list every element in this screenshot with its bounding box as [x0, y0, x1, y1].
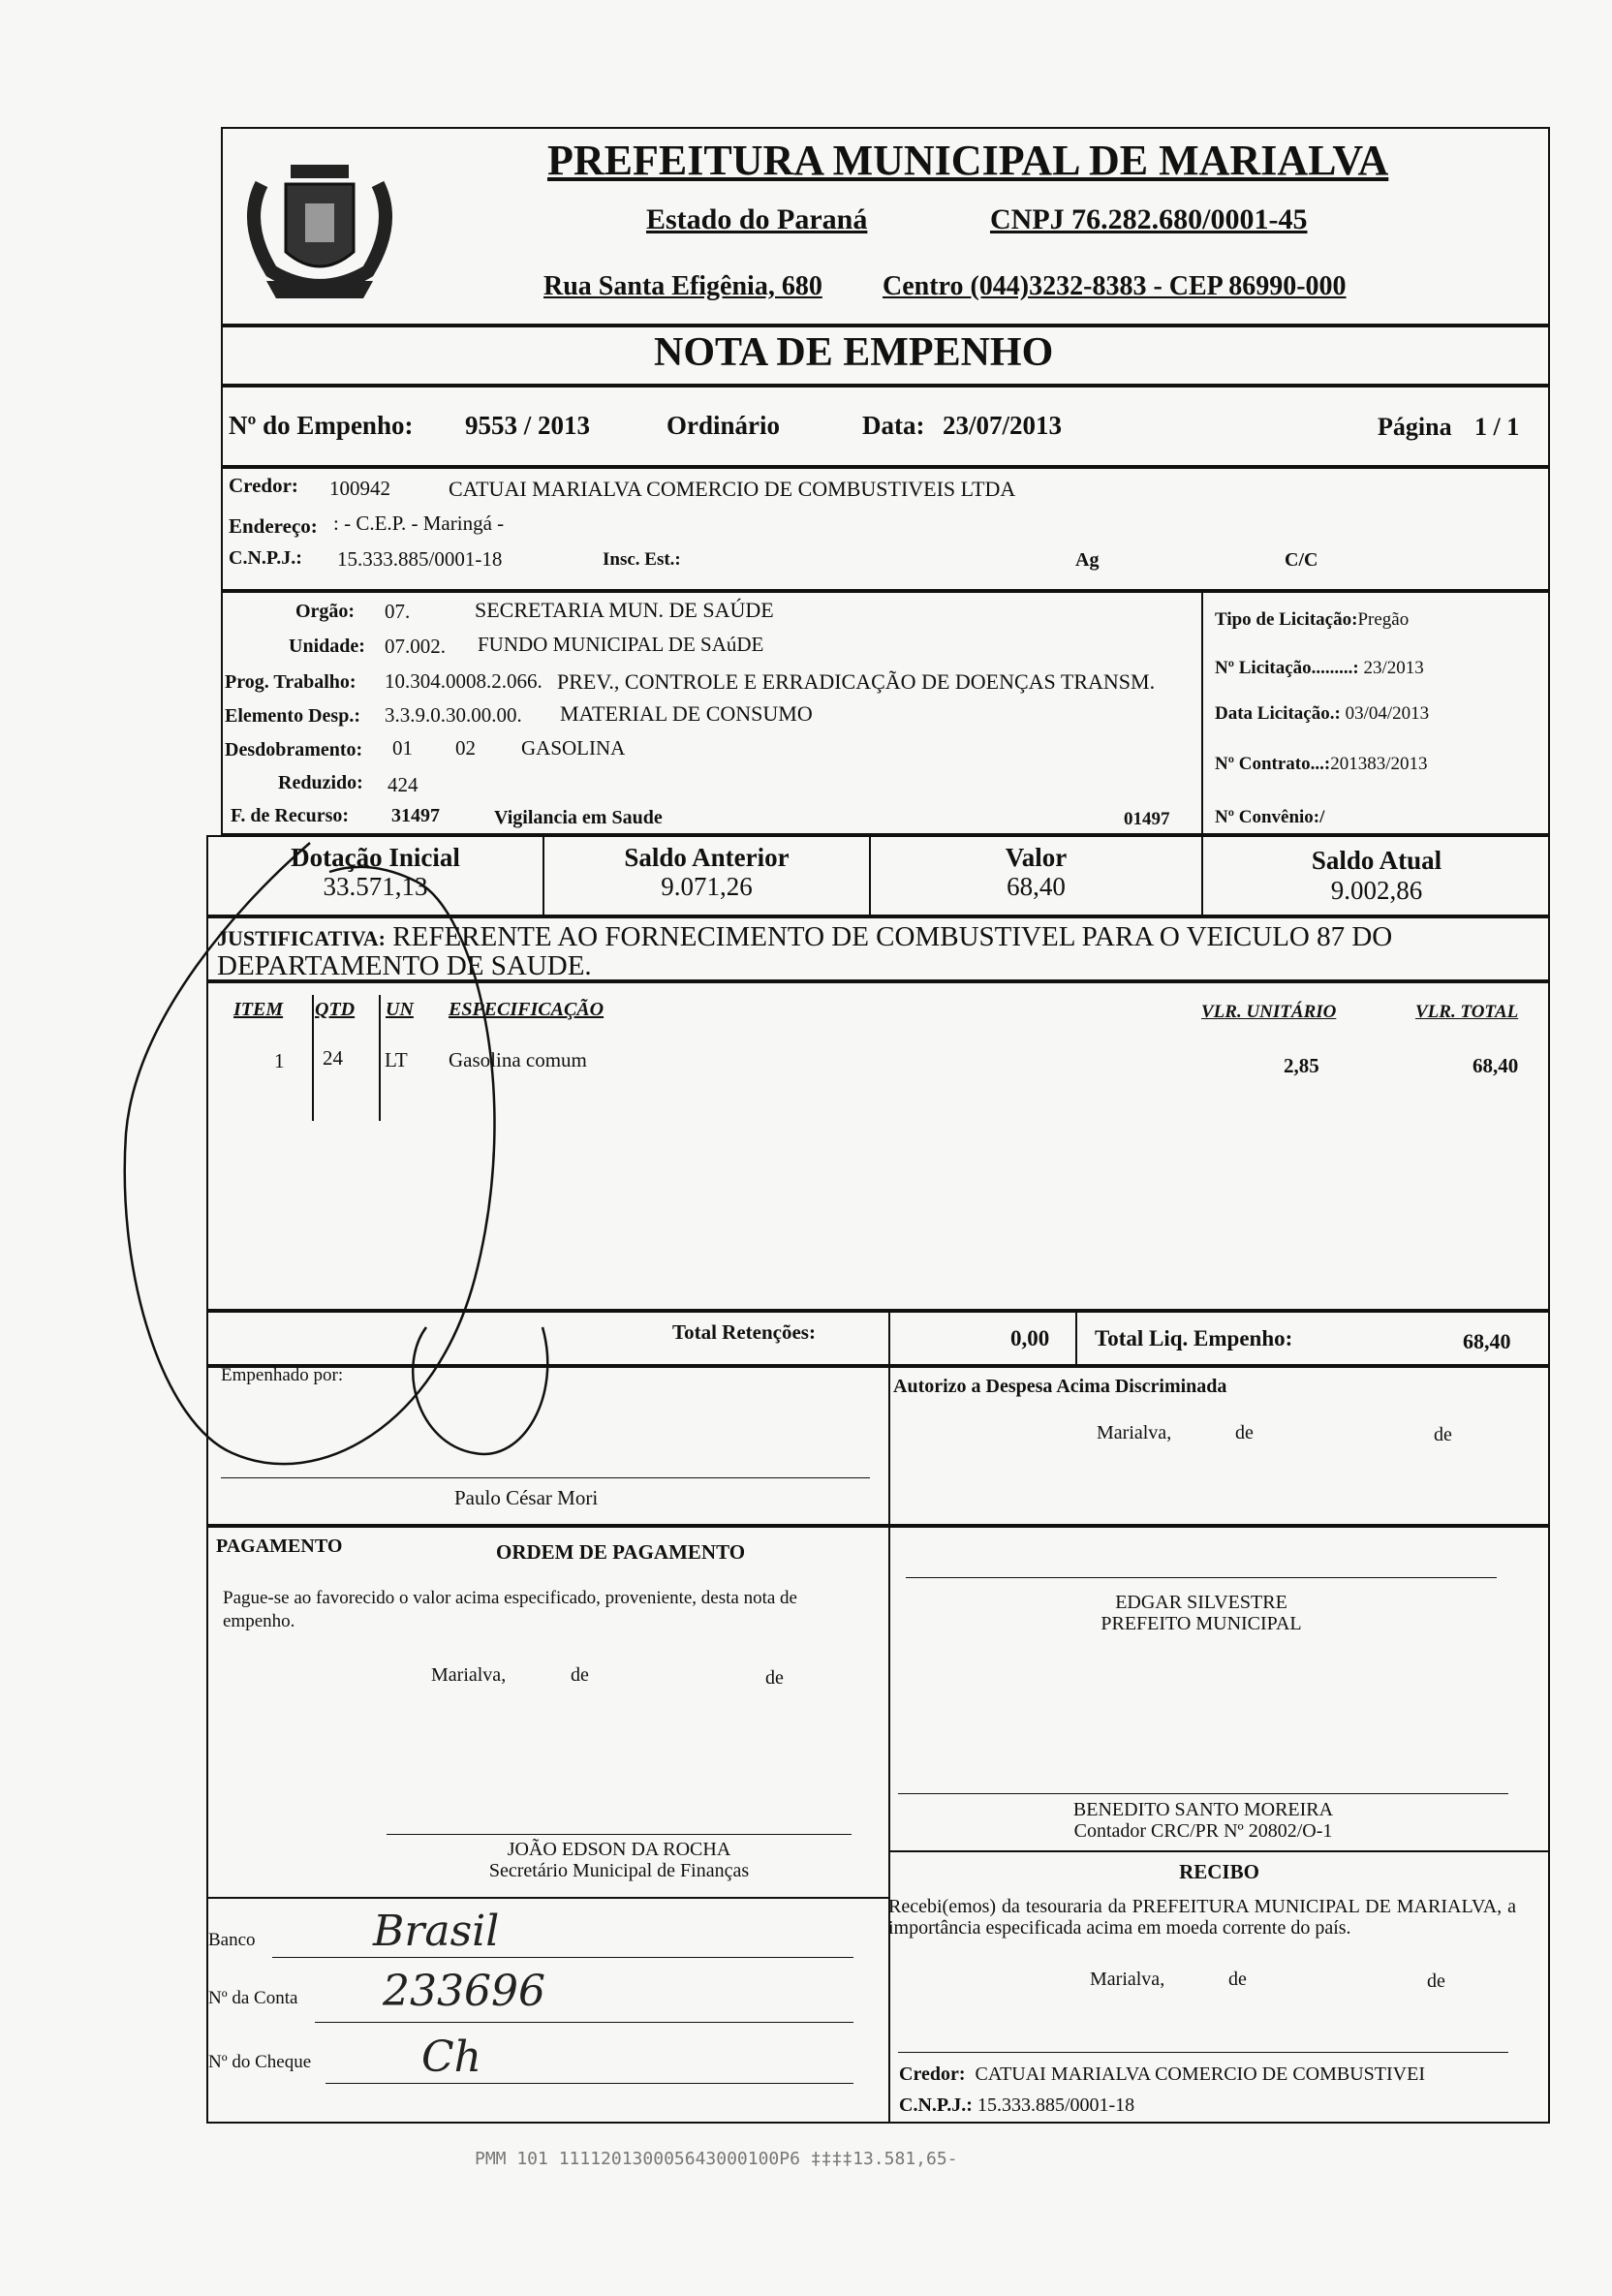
payment-de2: de: [765, 1667, 784, 1689]
bank-top-line: [206, 1897, 888, 1899]
row-vlr-unitario: 2,85: [1284, 1054, 1319, 1077]
secretario-sign-line: [387, 1834, 852, 1835]
empenho-num-label: Nº do Empenho:: [229, 411, 414, 440]
page-label: Página: [1378, 413, 1452, 441]
orgao-label: Orgão:: [295, 601, 356, 622]
saldo-atual-value: 9.002,86: [1330, 876, 1423, 905]
elemento-code: 3.3.9.0.30.00.00.: [385, 703, 522, 727]
conta-handwritten: 233696: [383, 1967, 545, 2016]
recurso-label: F. de Recurso:: [231, 805, 350, 826]
orgao-name: SECRETARIA MUN. DE SAÚDE: [475, 598, 774, 622]
recurso-code: 31497: [391, 805, 440, 826]
saldo-anterior-label: Saldo Anterior: [624, 843, 790, 872]
saldo-atual-label: Saldo Atual: [1311, 846, 1442, 875]
cheque-label: Nº do Cheque: [208, 2052, 312, 2072]
empenho-date-label: Data:: [862, 411, 925, 440]
row-vlr-total: 68,40: [1472, 1054, 1519, 1077]
secretario-name: JOÃO EDSON DA ROCHA: [507, 1839, 731, 1860]
desdobramento-b: 02: [455, 736, 476, 760]
dotacao-value: 33.571,13: [323, 872, 428, 901]
header-address: Rua Santa Efigênia, 680: [543, 271, 822, 301]
recurso-code2: 01497: [1124, 809, 1170, 829]
doc-title: NOTA DE EMPENHO: [654, 330, 1054, 375]
recibo-cnpj: C.N.P.J.: 15.333.885/0001-18: [899, 2094, 1135, 2116]
auth-city: Marialva,: [1097, 1422, 1172, 1443]
row-item: 1: [274, 1049, 285, 1072]
data-licitacao: Data Licitação.: 03/04/2013: [1215, 703, 1430, 724]
budget-divider: [1201, 591, 1203, 835]
totals-div-2: [1075, 1311, 1077, 1366]
empenho-num: 9553 / 2013: [465, 411, 591, 440]
cheque-handwritten: Ch: [421, 2032, 482, 2082]
auth-de1: de: [1235, 1422, 1254, 1443]
row-un: LT: [385, 1048, 408, 1071]
ordem-pagamento-label: ORDEM DE PAGAMENTO: [496, 1540, 746, 1564]
endereco-label: Endereço:: [229, 514, 318, 538]
page-number: 1 / 1: [1474, 413, 1520, 441]
prefeito-title: PREFEITO MUNICIPAL: [1100, 1613, 1302, 1634]
payment-divider: [888, 1526, 890, 2124]
recibo-sign-line: [898, 2052, 1508, 2053]
conta-label: Nº da Conta: [208, 1988, 298, 2008]
total-retencoes-value: 0,00: [1010, 1326, 1050, 1350]
header-state: Estado do Paraná: [646, 203, 868, 235]
col-vlr-unitario: VLR. UNITÁRIO: [1201, 1002, 1337, 1022]
autorizo-text: Autorizo a Despesa Acima Discriminada: [893, 1376, 1227, 1397]
recibo-de1: de: [1228, 1969, 1247, 1990]
prefeito-name: EDGAR SILVESTRE: [1115, 1592, 1287, 1613]
empenhado-name: Paulo César Mori: [454, 1486, 599, 1509]
tipo-licitacao-label: Tipo de Licitação:Pregão: [1215, 609, 1410, 630]
justificativa-line1: JUSTIFICATIVA: REFERENTE AO FORNECIMENTO DE COMBUSTIVEL PARA O VEICULO 87 DO: [217, 921, 1393, 952]
empenho-type: Ordinário: [666, 411, 781, 440]
insc-est-label: Insc. Est.:: [603, 549, 681, 570]
recurso-name: Vigilancia em Saude: [494, 807, 663, 828]
orgao-code: 07.: [385, 600, 411, 623]
valor-value: 68,40: [1007, 872, 1066, 901]
payment-text: Pague-se ao favorecido o valor acima especificado, proveniente, desta nota de empenho.: [223, 1588, 797, 1631]
recibo-top-line: [888, 1850, 1550, 1852]
signature-divider: [888, 1366, 890, 1526]
prog-code: 10.304.0008.2.066.: [385, 669, 542, 693]
elemento-name: MATERIAL DE CONSUMO: [560, 701, 813, 726]
credor-cnpj-label: C.N.P.J.:: [229, 547, 302, 569]
prog-label: Prog. Trabalho:: [225, 671, 356, 693]
dotacao-label: Dotação Inicial: [291, 843, 460, 872]
endereco-value: : - C.E.P. - Maringá -: [333, 512, 505, 535]
reduzido-label: Reduzido:: [278, 772, 363, 793]
recibo-city: Marialva,: [1090, 1969, 1165, 1990]
pagamento-label: PAGAMENTO: [216, 1536, 343, 1557]
coat-of-arms: [232, 145, 407, 305]
empenhado-label: Empenhado por:: [221, 1365, 344, 1385]
recibo-text: Recebi(emos) da tesouraria da PREFEITURA MUNICIPAL DE MARIALVA, a importância especificada acima em moeda corrente do país.: [888, 1896, 1516, 1939]
elemento-label: Elemento Desp.:: [225, 705, 360, 727]
header-title: PREFEITURA MUNICIPAL DE MARIALVA: [547, 137, 1389, 184]
header-district-phone: Centro (044)3232-8383 - CEP 86990-000: [883, 271, 1347, 301]
saldo-anterior-value: 9.071,26: [661, 872, 753, 901]
num-licitacao: Nº Licitação.........: 23/2013: [1215, 658, 1424, 678]
justificativa-line2: DEPARTAMENTO DE SAUDE.: [217, 950, 592, 981]
recibo-title: RECIBO: [1179, 1860, 1259, 1883]
empenho-date: 23/07/2013: [943, 411, 1063, 440]
cc-label: C/C: [1285, 549, 1318, 571]
conta-line: [315, 2022, 853, 2023]
contador-title: Contador CRC/PR Nº 20802/O-1: [1073, 1820, 1333, 1842]
footer-code: PMM 101 111120130005643000100P6 ‡‡‡‡13.581,65-: [475, 2149, 958, 2169]
total-retencoes-label: Total Retenções:: [672, 1320, 816, 1344]
col-un: UN: [386, 999, 414, 1020]
row-qtd: 24: [323, 1046, 343, 1070]
valor-label: Valor: [1005, 843, 1068, 872]
credor-label: Credor:: [229, 474, 298, 497]
cheque-line: [326, 2083, 853, 2084]
desdobramento-label: Desdobramento:: [225, 739, 363, 760]
prog-name: PREV., CONTROLE E ERRADICAÇÃO DE DOENÇAS TRANSM.: [557, 669, 1156, 694]
unidade-name: FUNDO MUNICIPAL DE SAúDE: [478, 633, 764, 656]
row-especificacao: Gasolina comum: [449, 1048, 587, 1071]
credor-name: CATUAI MARIALVA COMERCIO DE COMBUSTIVEIS LTDA: [449, 477, 1016, 501]
handwritten-scribble: [107, 823, 610, 1502]
total-liq-value: 68,40: [1463, 1329, 1511, 1353]
unidade-code: 07.002.: [385, 635, 446, 658]
col-item: ITEM: [233, 999, 284, 1020]
credor-cnpj: 15.333.885/0001-18: [337, 547, 503, 571]
col-vlr-total: VLR. TOTAL: [1415, 1002, 1519, 1022]
banco-line: [272, 1957, 853, 1958]
totals-div-1: [888, 1311, 890, 1366]
col-qtd: QTD: [315, 999, 356, 1020]
header-cnpj: CNPJ 76.282.680/0001-45: [990, 203, 1308, 235]
num-contrato: Nº Contrato...:201383/2013: [1215, 754, 1428, 774]
recibo-de2: de: [1427, 1970, 1445, 1992]
col-especificacao: ESPECIFICAÇÃO: [449, 999, 604, 1020]
ag-label: Ag: [1075, 549, 1100, 571]
credor-code: 100942: [329, 477, 390, 500]
total-liq-label: Total Liq. Empenho:: [1095, 1326, 1293, 1350]
contador-sign-line: [898, 1793, 1508, 1794]
contador-name: BENEDITO SANTO MOREIRA: [1072, 1799, 1334, 1820]
payment-de1: de: [571, 1664, 589, 1686]
secretario-title: Secretário Municipal de Finanças: [488, 1860, 750, 1881]
banco-handwritten: Brasil: [373, 1907, 500, 1956]
prefeito-sign-line: [906, 1577, 1497, 1578]
unidade-label: Unidade:: [289, 636, 365, 657]
desdobramento-a: 01: [392, 736, 413, 760]
recibo-credor: Credor: CATUAI MARIALVA COMERCIO DE COMBUSTIVEI: [899, 2063, 1425, 2085]
desdobramento-name: GASOLINA: [521, 736, 626, 760]
auth-de2: de: [1434, 1424, 1452, 1445]
reduzido-value: 424: [388, 773, 418, 796]
banco-label: Banco: [208, 1930, 256, 1950]
num-convenio: Nº Convênio:/: [1215, 807, 1325, 827]
payment-city: Marialva,: [431, 1664, 507, 1686]
